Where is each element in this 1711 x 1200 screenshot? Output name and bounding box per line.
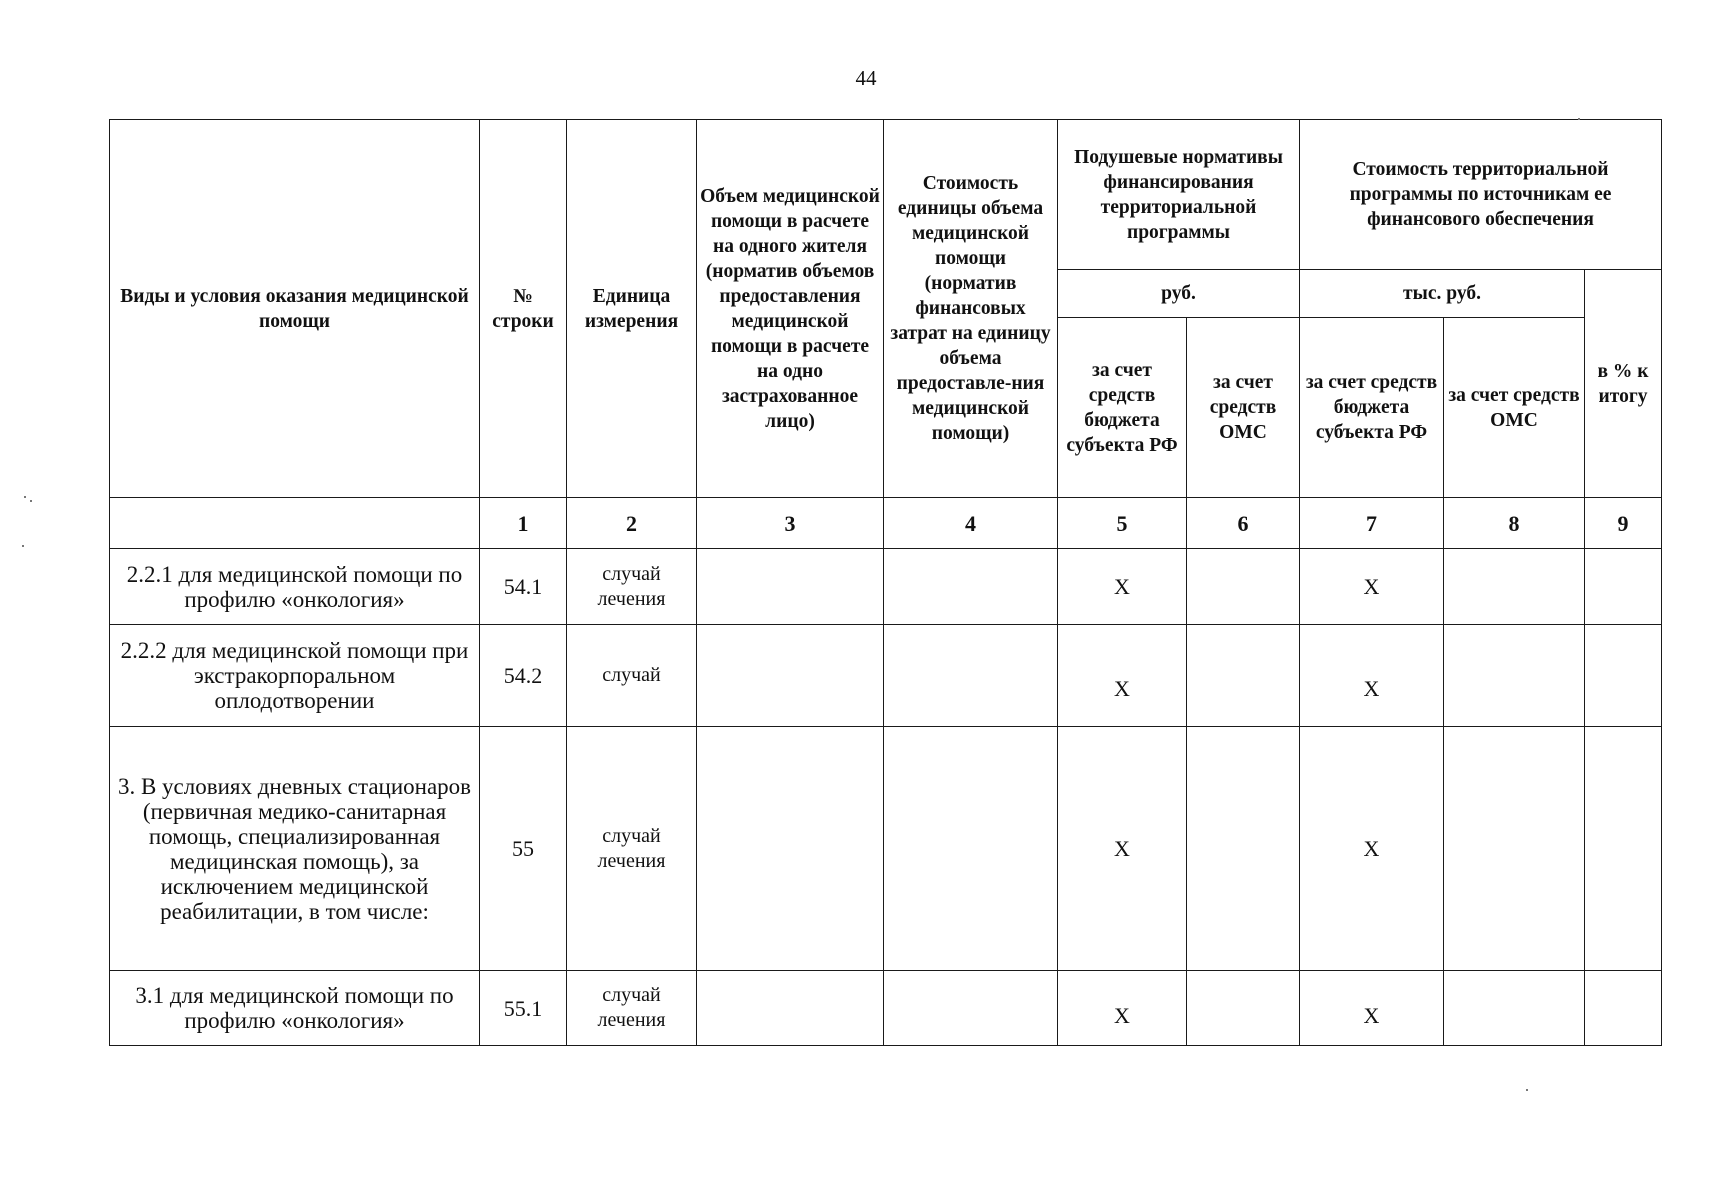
scan-speck (22, 545, 24, 547)
header-rub: руб. (1058, 270, 1300, 318)
cell-budget-thousand: X (1300, 549, 1444, 625)
row-number: 55.1 (480, 971, 567, 1046)
row-name: 3.1 для медицинской помощи по профилю «онкология» (110, 971, 480, 1046)
header-oms-thousand: за счет средств ОМС (1444, 318, 1585, 498)
cell-budget-rub: X (1058, 727, 1187, 971)
cell-budget-thousand: X (1300, 625, 1444, 727)
page-number: 44 (855, 66, 877, 90)
header-per-capita: Подушевые нормативы финансирования территориальной программы (1058, 120, 1300, 270)
cell-oms-rub (1187, 971, 1300, 1046)
row-unit: случай лечения (567, 549, 697, 625)
cell-oms-rub (1187, 549, 1300, 625)
header-types: Виды и условия оказания медицинской помощи (110, 120, 480, 498)
header-oms: за счет средств ОМС (1187, 318, 1300, 498)
cell-budget-thousand: X (1300, 727, 1444, 971)
column-number: 2 (567, 498, 697, 549)
table-row (110, 625, 1662, 727)
row-name: 3. В условиях дневных стационаров (первичная медико-санитарная помощь, специализированная медицинская помощь), за исключением медицинской реабилитации, в том числе: (110, 727, 480, 971)
cell-budget-rub: X (1058, 971, 1187, 1046)
row-number: 54.2 (480, 625, 567, 727)
header-thousand-rub: тыс. руб. (1300, 270, 1585, 318)
table-row (110, 549, 1662, 625)
column-number: 5 (1058, 498, 1187, 549)
header-budget-subject-thousand: за счет средств бюджета субъекта РФ (1300, 318, 1444, 498)
column-number-empty (110, 498, 480, 549)
row-number: 55 (480, 727, 567, 971)
header-program-cost: Стоимость территориальной программы по источникам ее финансового обеспечения (1300, 120, 1662, 270)
cell-oms-rub (1187, 727, 1300, 971)
column-number: 4 (884, 498, 1058, 549)
header-volume: Объем медицинской помощи в расчете на одного жителя (норматив объемов предоставления медицинской помощи в расчете на одно застрахованное лицо) (697, 120, 884, 498)
cell-percent (1585, 549, 1662, 625)
column-number: 3 (697, 498, 884, 549)
column-number: 1 (480, 498, 567, 549)
cell-percent (1585, 971, 1662, 1046)
cell-volume (697, 971, 884, 1046)
row-unit: случай лечения (567, 727, 697, 971)
row-name: 2.2.1 для медицинской помощи по профилю «онкология» (110, 549, 480, 625)
cell-oms-thousand (1444, 971, 1585, 1046)
cell-percent (1585, 625, 1662, 727)
cell-cost-unit (884, 625, 1058, 727)
cell-budget-rub: X (1058, 549, 1187, 625)
row-unit: случай лечения (567, 971, 697, 1046)
cell-cost-unit (884, 971, 1058, 1046)
scan-speck (1526, 1089, 1528, 1091)
scan-speck (24, 496, 26, 498)
cell-budget-rub: X (1058, 625, 1187, 727)
row-name: 2.2.2 для медицинской помощи при экстракорпоральном оплодотворении (110, 625, 480, 727)
header-percent-total: в % к итогу (1585, 270, 1662, 498)
header-row-1 (110, 120, 1662, 270)
column-number: 7 (1300, 498, 1444, 549)
cell-budget-thousand: X (1300, 971, 1444, 1046)
table-row (110, 971, 1662, 1046)
scan-speck (30, 500, 32, 502)
cell-oms-thousand (1444, 549, 1585, 625)
column-number: 8 (1444, 498, 1585, 549)
header-cost-unit: Стоимость единицы объема медицинской помощи (норматив финансовых затрат на единицу объема предоставле-ния медицинской помощи) (884, 120, 1058, 498)
column-numbers-row (110, 498, 1662, 549)
cell-volume (697, 625, 884, 727)
cell-oms-thousand (1444, 625, 1585, 727)
cell-cost-unit (884, 549, 1058, 625)
cell-percent (1585, 727, 1662, 971)
header-unit: Единица измерения (567, 120, 697, 498)
row-unit: случай (567, 625, 697, 727)
cell-volume (697, 549, 884, 625)
column-number: 6 (1187, 498, 1300, 549)
cell-volume (697, 727, 884, 971)
scan-speck (1578, 118, 1580, 120)
cell-oms-rub (1187, 625, 1300, 727)
cell-cost-unit (884, 727, 1058, 971)
financing-table (109, 119, 1662, 1046)
header-row-no: № строки (480, 120, 567, 498)
cell-oms-thousand (1444, 727, 1585, 971)
table-row (110, 727, 1662, 971)
row-number: 54.1 (480, 549, 567, 625)
column-number: 9 (1585, 498, 1662, 549)
header-budget-subject: за счет средств бюджета субъекта РФ (1058, 318, 1187, 498)
